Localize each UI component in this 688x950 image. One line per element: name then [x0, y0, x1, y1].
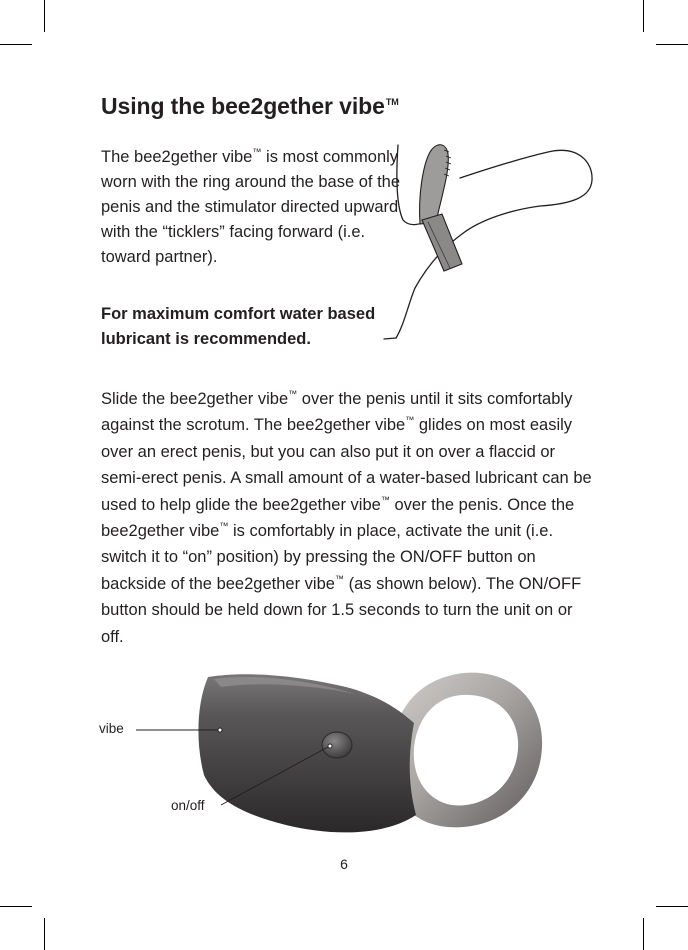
vibe-label: vibe: [99, 721, 124, 736]
crop-mark: [656, 906, 688, 907]
lubricant-recommendation: For maximum comfort water based lubricant is recommended.: [101, 305, 376, 348]
crop-mark: [44, 918, 45, 950]
page-title: Using the bee2gether vibe™: [101, 93, 399, 119]
crop-mark: [0, 906, 32, 907]
intro-paragraph: The bee2gether vibe™ is most commonly worn with the ring around the base of the penis and the stimulator directed upward with the “ticklers” facing forward (i.e. toward partner).: [101, 147, 401, 266]
crop-mark: [643, 0, 644, 32]
power-button: [322, 732, 352, 758]
product-photo: [96, 665, 576, 845]
usage-illustration: [370, 140, 600, 355]
crop-mark: [643, 918, 644, 950]
device-ring: [391, 673, 542, 828]
on-off-label: on/off: [171, 798, 205, 813]
crop-mark: [0, 44, 32, 45]
crop-mark: [656, 44, 688, 45]
instructions-paragraph: Slide the bee2gether vibe™ over the penis until it sits comfortably against the scrotum. The bee2gether vibe™ glides on most easily over an erect penis, but you can also put it on over a flaccid or semi-erect penis. A small amount of a water-based lubricant can be used to help glide the bee2gether vibe™ over the penis. Once the bee2gether vibe™ is comfortably in place, activate the unit (i.e. switch it to “on” position) by pressing the ON/OFF button on backside of the bee2gether vibe™ (as shown below). The ON/OFF button should be held down for 1.5 seconds to turn the unit on or off.: [101, 389, 592, 646]
device-body: [198, 674, 416, 832]
page-number: 6: [340, 856, 348, 872]
stimulator-arm: [420, 145, 449, 224]
crop-mark: [44, 0, 45, 32]
